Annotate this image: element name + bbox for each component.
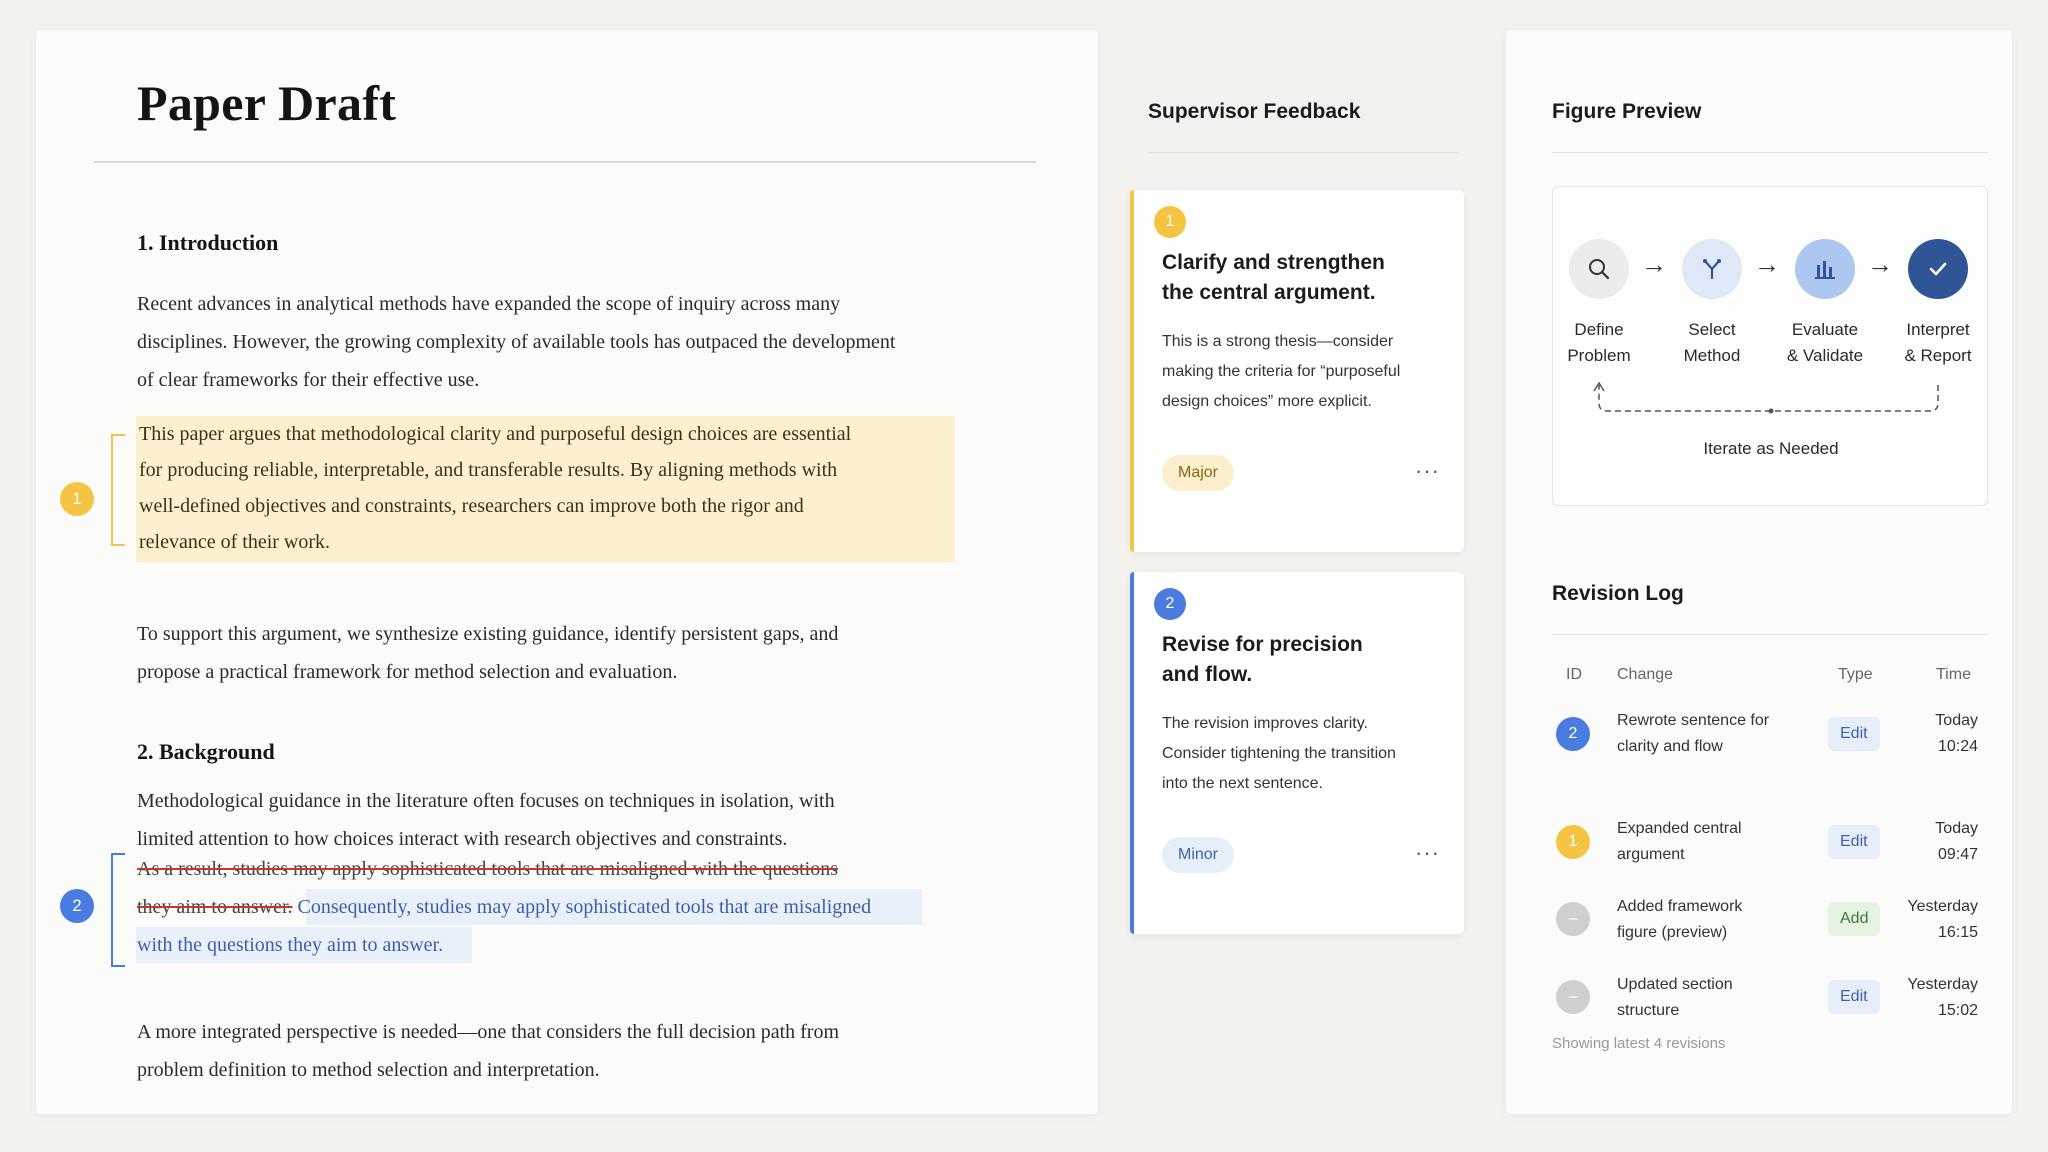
change-line: argument bbox=[1617, 846, 1685, 863]
background-paragraph[interactable] bbox=[137, 782, 997, 858]
loop-label: Iterate as Needed bbox=[1703, 439, 1839, 458]
column-header-type: Type bbox=[1838, 666, 1873, 683]
card-title-line: and flow. bbox=[1162, 663, 1253, 686]
more-options-icon[interactable]: ··· bbox=[1415, 840, 1440, 865]
step-label-line: & Validate bbox=[1786, 346, 1864, 365]
revision-time bbox=[1878, 708, 1978, 760]
step-label-line: Interpret bbox=[1906, 320, 1970, 339]
column-header-id: ID bbox=[1566, 666, 1582, 683]
card-body-line: This is a strong thesis—consider bbox=[1162, 333, 1394, 350]
deleted-text[interactable]: they aim to answer. bbox=[137, 896, 293, 918]
step-evaluate-circle bbox=[1795, 239, 1855, 299]
step-label-line: & Report bbox=[1904, 346, 1972, 365]
bar-chart-icon bbox=[1811, 255, 1839, 283]
step-label-interpret bbox=[1888, 317, 1988, 369]
time-line: Today bbox=[1935, 712, 1978, 729]
feedback-card-minor[interactable] bbox=[1130, 572, 1464, 934]
change-line: clarity and flow bbox=[1617, 738, 1723, 755]
deleted-text[interactable]: As a result, studies may apply sophisticated tools that are misaligned with the questions bbox=[137, 858, 838, 880]
support-paragraph[interactable] bbox=[137, 615, 997, 691]
change-line: structure bbox=[1617, 1002, 1680, 1019]
feedback-title: Supervisor Feedback bbox=[1148, 100, 1361, 123]
log-footer: Showing latest 4 revisions bbox=[1552, 1035, 1726, 1052]
change-line: figure (preview) bbox=[1617, 924, 1728, 941]
severity-badge-major[interactable]: Major bbox=[1162, 455, 1234, 491]
text-line: of clear frameworks for their effective use. bbox=[137, 369, 480, 391]
time-line: 09:47 bbox=[1937, 846, 1978, 863]
time-line: Today bbox=[1935, 820, 1978, 837]
text-line: well-defined objectives and constraints, researchers can improve both the rigor and bbox=[139, 495, 804, 517]
step-select-circle bbox=[1682, 239, 1742, 299]
comment-bracket-minor bbox=[111, 853, 125, 967]
paper-panel bbox=[36, 30, 1098, 1114]
change-line: Added framework bbox=[1617, 898, 1743, 915]
severity-badge-minor[interactable]: Minor bbox=[1162, 837, 1234, 873]
step-label-line: Select bbox=[1688, 320, 1736, 339]
column-header-time: Time bbox=[1936, 666, 1971, 683]
inserted-text[interactable]: Consequently, studies may apply sophisticated tools that are misaligned bbox=[292, 896, 872, 918]
revision-time bbox=[1878, 972, 1978, 1024]
change-description bbox=[1617, 894, 1742, 946]
section-heading-background: 2. Background bbox=[137, 739, 275, 764]
figure-and-log-panel bbox=[1506, 30, 2012, 1114]
type-badge-edit: Edit bbox=[1828, 717, 1880, 751]
card-number-badge: 2 bbox=[1154, 588, 1186, 620]
arrow-icon: → bbox=[1754, 249, 1780, 279]
time-line: Yesterday bbox=[1907, 976, 1978, 993]
revision-time bbox=[1878, 894, 1978, 946]
step-label-select bbox=[1662, 317, 1762, 369]
card-body-line: into the next sentence. bbox=[1162, 775, 1323, 792]
change-description bbox=[1617, 972, 1733, 1024]
branch-icon bbox=[1698, 255, 1726, 283]
change-line: Rewrote sentence for bbox=[1617, 712, 1770, 729]
card-body-line: Consider tightening the transition bbox=[1162, 745, 1396, 762]
card-title bbox=[1162, 630, 1422, 690]
figure-preview[interactable] bbox=[1552, 186, 1988, 506]
type-badge-edit: Edit bbox=[1828, 980, 1880, 1014]
text-line: Recent advances in analytical methods have expanded the scope of inquiry across many bbox=[137, 293, 841, 315]
comment-marker-2[interactable]: 2 bbox=[60, 889, 94, 923]
text-line: propose a practical framework for method selection and evaluation. bbox=[137, 661, 678, 683]
step-label-line: Evaluate bbox=[1791, 320, 1859, 339]
text-line: for producing reliable, interpretable, and transferable results. By aligning methods with bbox=[139, 459, 838, 481]
feedback-card-major[interactable] bbox=[1130, 190, 1464, 552]
change-description bbox=[1617, 708, 1769, 760]
figure-divider bbox=[1552, 152, 1988, 153]
text-line: This paper argues that methodological clarity and purposeful design choices are essential bbox=[139, 423, 852, 445]
revision-time bbox=[1878, 816, 1978, 868]
card-body bbox=[1162, 327, 1452, 417]
feedback-divider bbox=[1148, 152, 1458, 153]
check-icon bbox=[1924, 255, 1952, 283]
column-header-change: Change bbox=[1617, 666, 1674, 683]
figure-preview-title: Figure Preview bbox=[1552, 100, 1702, 123]
text-line: disciplines. However, the growing complexity of available tools has outpaced the development bbox=[137, 331, 896, 353]
text-line: To support this argument, we synthesize existing guidance, identify persistent gaps, and bbox=[137, 623, 839, 645]
change-line: Expanded central bbox=[1617, 820, 1742, 837]
card-body-line: The revision improves clarity. bbox=[1162, 715, 1368, 732]
log-divider bbox=[1552, 634, 1988, 635]
card-accent bbox=[1130, 190, 1134, 552]
change-line: Updated section bbox=[1617, 976, 1733, 993]
revision-id-badge: – bbox=[1556, 902, 1590, 936]
type-badge-add: Add bbox=[1828, 902, 1880, 936]
revision-id-badge: 2 bbox=[1556, 717, 1590, 751]
text-line: limited attention to how choices interact with research objectives and constraints. bbox=[137, 828, 788, 850]
revised-paragraph[interactable] bbox=[137, 850, 997, 964]
card-body-line: design choices” more explicit. bbox=[1162, 393, 1372, 410]
inserted-text[interactable]: with the questions they aim to answer. bbox=[137, 934, 444, 956]
step-define-circle bbox=[1569, 239, 1629, 299]
revision-log-title: Revision Log bbox=[1552, 582, 1684, 605]
step-label-line: Method bbox=[1683, 346, 1741, 365]
revision-id-badge: 1 bbox=[1556, 825, 1590, 859]
iterate-loop-arrow bbox=[1553, 377, 1989, 437]
step-label-line: Define bbox=[1574, 320, 1624, 339]
type-badge-edit: Edit bbox=[1828, 825, 1880, 859]
card-title-line: the central argument. bbox=[1162, 281, 1376, 304]
card-number-badge: 1 bbox=[1154, 206, 1186, 238]
text-line: Methodological guidance in the literature often focuses on techniques in isolation, with bbox=[137, 790, 835, 812]
arrow-icon: → bbox=[1641, 249, 1667, 279]
card-body-line: making the criteria for “purposeful bbox=[1162, 363, 1401, 380]
time-line: 16:15 bbox=[1937, 924, 1978, 941]
time-line: 15:02 bbox=[1937, 1002, 1978, 1019]
more-options-icon[interactable]: ··· bbox=[1415, 458, 1440, 483]
step-label-line: Problem bbox=[1567, 346, 1631, 365]
card-body bbox=[1162, 709, 1452, 799]
page-title: Paper Draft bbox=[137, 75, 397, 131]
intro-paragraph[interactable] bbox=[137, 285, 997, 399]
step-label-define bbox=[1549, 317, 1649, 369]
time-line: Yesterday bbox=[1907, 898, 1978, 915]
card-title-line: Revise for precision bbox=[1162, 633, 1363, 656]
highlighted-paragraph[interactable] bbox=[139, 416, 999, 560]
text-line: problem definition to method selection and interpretation. bbox=[137, 1059, 600, 1081]
arrow-icon: → bbox=[1867, 249, 1893, 279]
step-label-evaluate bbox=[1775, 317, 1875, 369]
card-title-line: Clarify and strengthen bbox=[1162, 251, 1385, 274]
section-heading-introduction: 1. Introduction bbox=[137, 230, 279, 255]
title-divider bbox=[94, 161, 1036, 163]
time-line: 10:24 bbox=[1937, 738, 1978, 755]
card-accent bbox=[1130, 572, 1134, 934]
change-description bbox=[1617, 816, 1742, 868]
text-line: A more integrated perspective is needed—one that considers the full decision path from bbox=[137, 1021, 840, 1043]
search-icon bbox=[1586, 256, 1612, 282]
revision-id-badge: – bbox=[1556, 980, 1590, 1014]
comment-marker-1[interactable]: 1 bbox=[60, 482, 94, 516]
card-title bbox=[1162, 248, 1422, 308]
feedback-panel bbox=[1098, 30, 1484, 1114]
comment-bracket-major bbox=[111, 434, 125, 546]
text-line: relevance of their work. bbox=[139, 531, 331, 553]
step-interpret-circle bbox=[1908, 239, 1968, 299]
closing-paragraph[interactable] bbox=[137, 1013, 997, 1089]
